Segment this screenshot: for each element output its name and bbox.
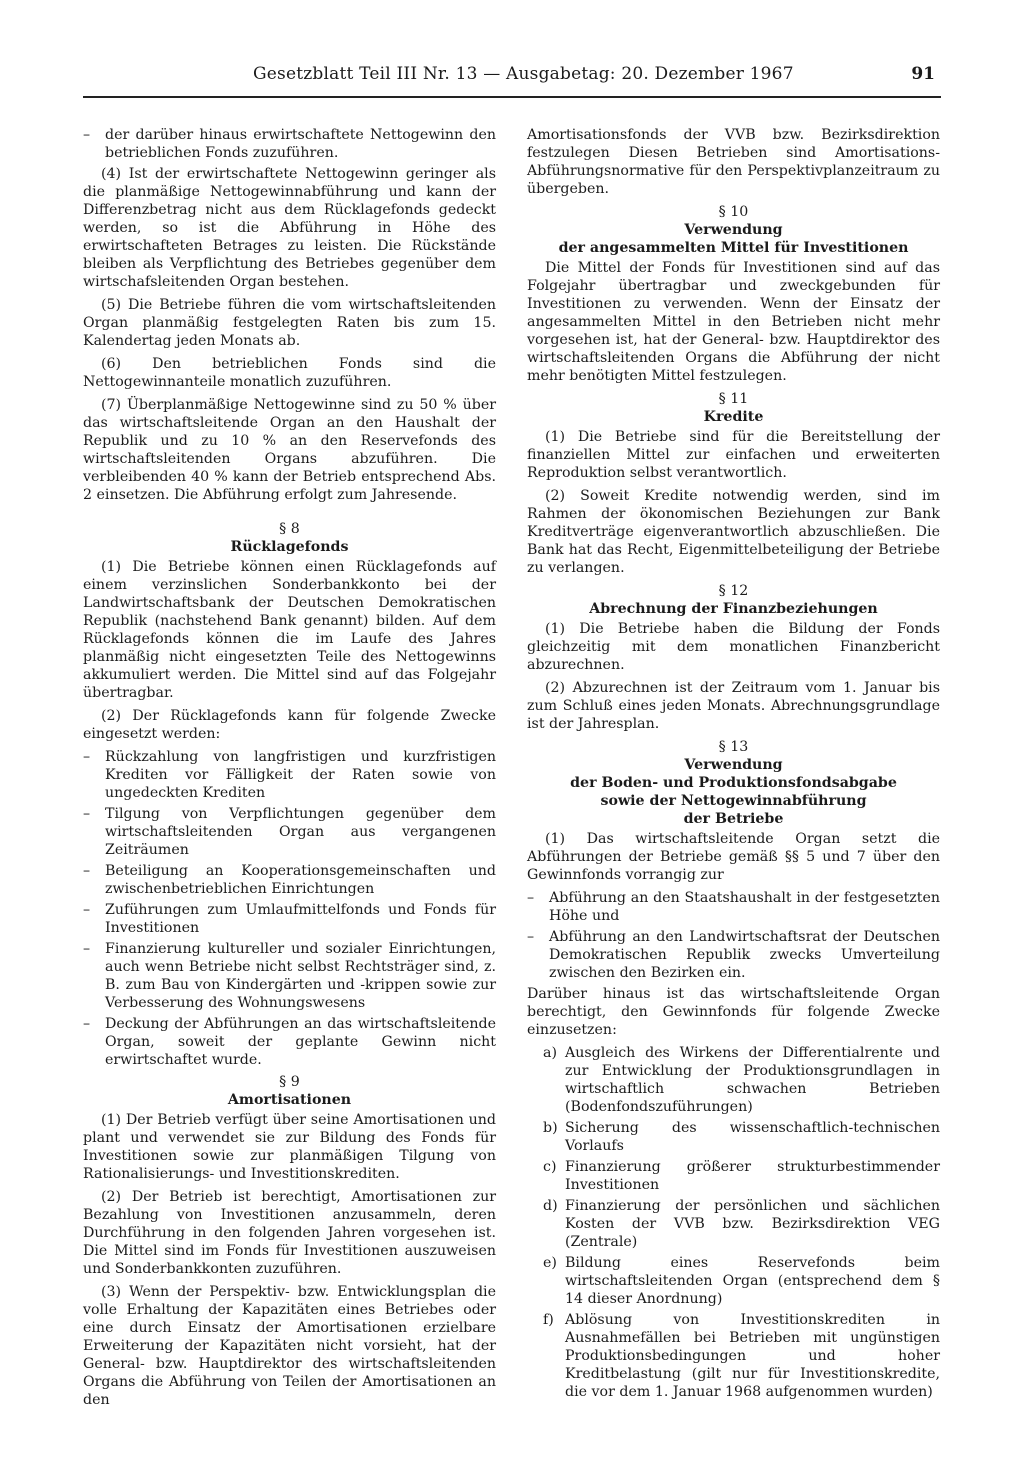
paragraph: (2) Soweit Kredite notwendig werden, sind im Rahmen der ökonomischen Beziehungen zur Bank Kreditverträge eigenverantwortlich abzuschließen. Die Bank hat das Recht, Eigenmittelbeteiligung der Betriebe zu verlangen. xyxy=(527,488,940,576)
dash-marker: – xyxy=(83,806,91,822)
paragraph: Die Mittel der Fonds für Investitionen sind auf das Folgejahr übertragbar und zweckgebunden für Investitionen zu verwenden. Wenn der Einsatz der angesammelten Mittel in den Betrieben nicht mehr vorgesehen ist, hat der General- bzw. Hauptdirektor des wirtschaftsleitenden Organs die Abführung der nicht mehr benötigten Mittel festzulegen. xyxy=(527,260,940,384)
list-item-text: Ablösung von Investitionskrediten in Ausnahmefällen bei Betrieben mit ungünstigen Produktionsbedingungen und hoher Kreditbelastung (gilt nur für Investitionskredite, die vor dem 1. Januar 1968 aufgenommen wurden) xyxy=(565,1312,940,1400)
paragraph: (5) Die Betriebe führen die vom wirtschaftsleitenden Organ planmäßig festgelegten Raten bis zum 15. Kalendertag jeden Monats ab. xyxy=(83,297,496,349)
page-number: 91 xyxy=(911,64,935,84)
paragraph: (1) Die Betriebe sind für die Bereitstellung der finanziellen Mittel zur einfachen und erweiterten Reproduktion selbst verantwortlich. xyxy=(527,429,940,481)
list-item xyxy=(527,1119,940,1155)
letter-marker: f) xyxy=(543,1312,554,1328)
list-item-text: Abführung an den Landwirtschaftsrat der Deutschen Demokratischen Republik zwecks Umverteilung zwischen den Bezirken ein. xyxy=(549,929,940,981)
paragraph: (7) Überplanmäßige Nettogewinne sind zu 50 % über das wirtschaftsleitende Organ an den Haushalt der Republik und zu 10 % an den Reservefonds des wirtschaftsleitenden Organs abzuführen. Die verbleibenden 40 % kann der Betrieb entsprechend Abs. 2 einsetzen. Die Abführung erfolgt zum Jahresende. xyxy=(83,397,496,503)
list-item xyxy=(527,1197,940,1251)
section-number: § 11 xyxy=(718,391,749,407)
paragraph: (3) Wenn der Perspektiv- bzw. Entwicklungsplan die volle Erhaltung der Kapazitäten eines Betriebes oder eine durch Einsatz der Amortisationen erzielbare Erweiterung der Kapazitäten nicht vorsieht, hat der General- bzw. Hauptdirektor des wirtschaftsleitenden Organs die Abführung von Teilen der Amortisationen an den xyxy=(83,1284,496,1408)
paragraph: (2) Abzurechnen ist der Zeitraum vom 1. Januar bis zum Schluß eines jeden Monats. Abrechnungsgrundlage ist der Jahresplan. xyxy=(527,680,940,732)
paragraph: (2) Der Betrieb ist berechtigt, Amortisationen zur Bezahlung von Investitionen anzusammeln, deren Durchführung in den folgenden Jahren vorgesehen ist. Die Mittel sind im Fonds für Investitionen auszuweisen und Sonderbankkonten zuzuführen. xyxy=(83,1189,496,1277)
paragraph: (1) Der Betrieb verfügt über seine Amortisationen und plant und verwendet sie zur Bildung des Fonds für Investitionen sowie zur planmäßigen Tilgung von Rationalisierungs- und Investitionskrediten. xyxy=(83,1112,496,1182)
list-item xyxy=(83,126,496,162)
list-item-text: Bildung eines Reservefonds beim wirtschaftsleitenden Organ (entsprechend dem § 14 dieser Anordnung) xyxy=(565,1255,940,1307)
dash-marker: – xyxy=(83,749,91,765)
list-item xyxy=(83,805,496,859)
list-item-text: Finanzierung kultureller und sozialer Einrichtungen, auch wenn Betriebe nicht selbst Rechtsträger sind, z. B. zum Bau von Kindergärten und -krippen sowie zur Verbesserung des Wohnungswesens xyxy=(105,941,496,1011)
dash-marker: – xyxy=(83,863,91,879)
dash-marker: – xyxy=(527,890,535,906)
paragraph: (1) Die Betriebe haben die Bildung der Fonds gleichzeitig mit dem monatlichen Finanzbericht abzurechnen. xyxy=(527,621,940,673)
list-item-text: Abführung an den Staatshaushalt in der festgesetzten Höhe und xyxy=(549,890,940,924)
page-header xyxy=(83,62,941,98)
dash-marker: – xyxy=(83,941,91,957)
section-number: § 12 xyxy=(718,583,749,599)
list-item xyxy=(83,748,496,802)
paragraph: (4) Ist der erwirtschaftete Nettogewinn geringer als die planmäßige Nettogewinnabführung und kann der Differenzbetrag nicht aus dem Rücklagefonds gedeckt werden, so ist die Abführung in Höhe des erwirtschafteten Betrages zu leisten. Die Rückstände bleiben als Verpflichtung des Betriebes gegenüber dem wirtschafsleitenden Organ bestehen. xyxy=(83,166,496,290)
list-item xyxy=(527,889,940,925)
right-column xyxy=(527,126,940,1404)
section-title: Rücklagefonds xyxy=(230,539,349,555)
paragraph: (2) Der Rücklagefonds kann für folgende Zwecke eingesetzt werden: xyxy=(83,708,496,742)
section-number: § 13 xyxy=(718,739,749,755)
dash-marker: – xyxy=(527,929,535,945)
letter-marker: b) xyxy=(543,1120,558,1136)
list-item-text: Rückzahlung von langfristigen und kurzfristigen Krediten vor Fälligkeit der Raten sowie von ungedeckten Krediten xyxy=(105,749,496,801)
list-item-text: Ausgleich des Wirkens der Differentialrente und zur Entwicklung der Produktionsgrundlagen in wirtschaftlich schwachen Betrieben (Bodenfondszuführungen) xyxy=(565,1045,940,1115)
list-item-text: Tilgung von Verpflichtungen gegenüber dem wirtschaftsleitenden Organ aus vergangenen Zeiträumen xyxy=(105,806,496,858)
list-item xyxy=(83,901,496,937)
list-item-text: der darüber hinaus erwirtschaftete Nettogewinn den betrieblichen Fonds zuzuführen. xyxy=(105,127,496,161)
dash-marker: – xyxy=(83,902,91,918)
list-item xyxy=(83,862,496,898)
list-item xyxy=(527,928,940,982)
section-title: sowie der Nettogewinnabführung xyxy=(600,793,867,809)
list-item xyxy=(527,1311,940,1401)
section-title: Kredite xyxy=(703,409,764,425)
paragraph: Darüber hinaus ist das wirtschaftsleitende Organ berechtigt, den Gewinnfonds für folgende Zwecke einzusetzen: xyxy=(527,986,940,1038)
paragraph: (1) Die Betriebe können einen Rücklagefonds auf einem verzinslichen Sonderbankkonto bei der Landwirtschaftsbank der Deutschen Demokratischen Republik (nachstehend Bank genannt) bilden. Auf dem Rücklagefonds können die im Laufe des Jahres planmäßig nicht eingesetzten Teile des Nettogewinns akkumuliert werden. Die Mittel sind auf das Folgejahr übertragbar. xyxy=(83,559,496,701)
section-number: § 10 xyxy=(718,204,749,220)
section-title: Amortisationen xyxy=(227,1092,352,1108)
list-item-text: Sicherung des wissenschaftlich-technischen Vorlaufs xyxy=(565,1120,940,1154)
list-item-text: Finanzierung größerer strukturbestimmender Investitionen xyxy=(565,1159,940,1193)
list-item xyxy=(527,1044,940,1116)
section-title: Verwendung xyxy=(684,757,783,773)
list-item-text: Beteiligung an Kooperationsgemeinschaften und zwischenbetrieblichen Einrichtungen xyxy=(105,863,496,897)
list-item xyxy=(527,1158,940,1194)
paragraph: Amortisationsfonds der VVB bzw. Bezirksdirektion festzulegen Diesen Betrieben sind Amortisations-Abführungsnormative für den Perspektivplanzeitraum zu übergeben. xyxy=(527,127,940,197)
paragraph: (6) Den betrieblichen Fonds sind die Nettogewinnanteile monatlich zuzuführen. xyxy=(83,356,496,390)
list-item xyxy=(527,1254,940,1308)
section-title: Abrechnung der Finanzbeziehungen xyxy=(589,601,878,617)
list-item xyxy=(83,1015,496,1069)
dash-marker: – xyxy=(83,1016,91,1032)
letter-marker: d) xyxy=(543,1198,558,1214)
section-title: Verwendung xyxy=(684,222,783,238)
letter-marker: c) xyxy=(543,1159,557,1175)
list-item-text: Deckung der Abführungen an das wirtschaftsleitende Organ, soweit der geplante Gewinn nicht erwirtschaftet wurde. xyxy=(105,1016,496,1068)
section-number: § 9 xyxy=(279,1074,300,1090)
list-item-text: Finanzierung der persönlichen und sächlichen Kosten der VVB bzw. Bezirksdirektion VEG (Zentrale) xyxy=(565,1198,940,1250)
paragraph: (1) Das wirtschaftsleitende Organ setzt die Abführungen der Betriebe gemäß §§ 5 und 7 über den Gewinnfonds vorrangig zur xyxy=(527,831,940,883)
letter-marker: a) xyxy=(543,1045,557,1061)
section-number: § 8 xyxy=(279,521,300,537)
section-title: der angesammelten Mittel für Investitionen xyxy=(558,240,909,256)
header-title: Gesetzblatt Teil III Nr. 13 — Ausgabetag: 20. Dezember 1967 xyxy=(253,64,794,84)
list-item xyxy=(83,940,496,1012)
list-item-text: Zuführungen zum Umlaufmittelfonds und Fonds für Investitionen xyxy=(105,902,496,936)
letter-marker: e) xyxy=(543,1255,557,1271)
section-title: der Boden- und Produktionsfondsabgabe xyxy=(570,775,897,791)
left-column xyxy=(83,126,496,1414)
section-title: der Betriebe xyxy=(683,811,784,827)
dash-marker: – xyxy=(83,127,91,143)
